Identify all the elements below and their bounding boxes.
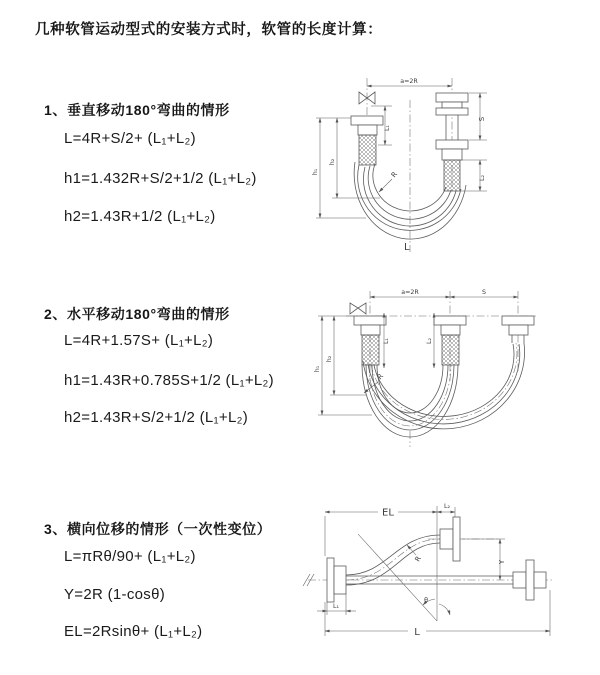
right-upper-collar xyxy=(436,108,468,115)
right-lower-neck xyxy=(442,149,462,160)
dim-label-l1: L₁ xyxy=(384,124,391,132)
formula-1-L: L=4R+S/2+ (L₁+L₂) xyxy=(64,130,196,147)
dim-label-l1: L₁ xyxy=(383,337,390,345)
diagram-lateral-svg xyxy=(300,498,600,646)
dimensions xyxy=(318,297,518,415)
right-lower-flange xyxy=(526,560,534,600)
dim-label-radius: R xyxy=(389,170,400,180)
dim-label-h1: h₁ xyxy=(312,168,319,176)
left-flange-neck xyxy=(358,125,377,135)
formula-2-h2: h2=1.43R+S/2+1/2 (L₁+L₂) xyxy=(64,409,249,426)
right-flange xyxy=(502,316,534,325)
valve-icon xyxy=(350,303,366,314)
left-flange xyxy=(354,316,386,325)
diagram-horizontal-180-svg xyxy=(308,283,595,451)
right-braid xyxy=(444,160,460,191)
middle-flange-neck xyxy=(441,325,460,335)
left-braid xyxy=(359,135,376,165)
diagram-horizontal-180 xyxy=(308,283,595,451)
left-flange xyxy=(351,116,383,125)
dim-label-l2: L₂ xyxy=(426,337,433,345)
formula-1-h1: h1=1.432R+S/2+1/2 (L₁+L₂) xyxy=(64,170,257,187)
dim-label-y: Y xyxy=(498,559,506,565)
dim-label-theta: θ xyxy=(424,597,428,604)
upper-flange xyxy=(453,517,460,561)
formula-3-EL: EL=2Rsinθ+ (L₁+L₂) xyxy=(64,623,203,640)
right-lower-hub xyxy=(513,572,526,588)
diagram-lateral-displacement xyxy=(300,498,600,646)
section-3-heading: 3、横向位移的情形（一次性变位） xyxy=(44,521,272,537)
dim-label-length: L xyxy=(404,242,410,253)
left-flange xyxy=(327,558,334,602)
left-flange-neck xyxy=(361,325,380,335)
dim-label-span: a=2R xyxy=(401,289,419,296)
right-upper-flange xyxy=(436,93,468,102)
diagram-vertical-180 xyxy=(308,70,595,266)
right-lower-hub2 xyxy=(534,572,546,588)
right-lower-flange xyxy=(436,140,468,149)
hose-drawing xyxy=(303,517,546,602)
dim-label-h2: h₂ xyxy=(326,355,333,363)
middle-braid xyxy=(442,335,459,365)
upper-hub xyxy=(440,529,453,549)
dim-label-radius: R xyxy=(413,554,423,564)
dim-label-el: EL xyxy=(382,507,394,519)
left-hub xyxy=(334,566,346,594)
hose-drawing xyxy=(350,303,534,437)
middle-flange xyxy=(434,316,466,325)
dim-label-span: a=2R xyxy=(400,78,418,85)
dim-label-h2: h₂ xyxy=(329,158,336,166)
hose-arc-pos1 xyxy=(377,365,443,413)
formula-1-h2: h2=1.43R+1/2 (L₁+L₂) xyxy=(64,208,216,225)
construction-lines xyxy=(358,506,450,621)
diagram-vertical-180-svg xyxy=(308,70,595,266)
dim-label-length: L xyxy=(414,627,420,638)
dimensions xyxy=(317,507,550,636)
left-braid xyxy=(362,335,379,365)
dim-label-radius: R xyxy=(375,372,386,382)
dim-label-l2: L₂ xyxy=(479,174,486,182)
formula-2-L: L=4R+1.57S+ (L₁+L₂) xyxy=(64,332,214,349)
section-1-heading: 1、垂直移动180°弯曲的情形 xyxy=(44,102,230,118)
right-flange-neck xyxy=(509,325,528,335)
hose-drawing xyxy=(351,92,468,239)
formula-2-h1: h1=1.43R+0.785S+1/2 (L₁+L₂) xyxy=(64,372,274,389)
dim-label-l2: L₂ xyxy=(443,503,451,510)
dim-label-stroke: S xyxy=(482,289,486,296)
section-2-heading: 2、水平移动180°弯曲的情形 xyxy=(44,306,230,322)
page-title: 几种软管运动型式的安装方式时，软管的长度计算： xyxy=(35,22,383,38)
dim-label-stroke: S xyxy=(478,116,486,122)
dim-label-h1: h₁ xyxy=(314,365,321,373)
dim-label-l1: L₁ xyxy=(332,603,340,610)
hose-arc xyxy=(363,167,456,226)
right-upper-neck xyxy=(442,102,462,108)
formula-3-Y: Y=2R (1-cosθ) xyxy=(64,586,166,603)
formula-3-L: L=πRθ/90+ (L₁+L₂) xyxy=(64,548,196,565)
hose-lower-wall xyxy=(346,543,440,585)
